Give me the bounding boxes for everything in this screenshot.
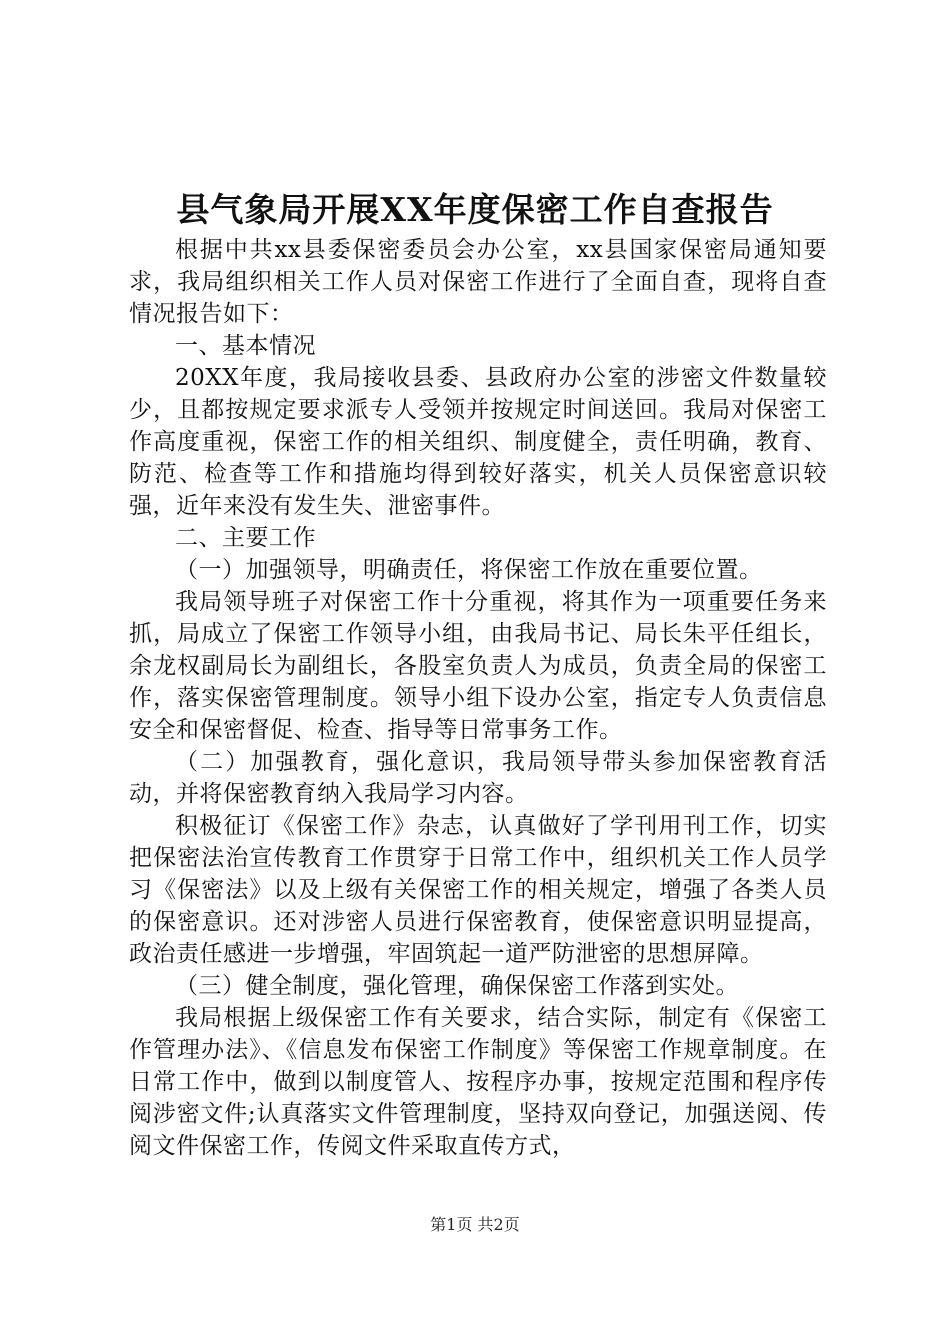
document-title: 县气象局开展XX年度保密工作自查报告 — [176, 190, 774, 229]
subheading-education: （二）加强教育，强化意识，我局领导带头参加保密教育活动，并将保密教育纳入我局学习内容。 — [129, 749, 827, 807]
subheading-system: （三）健全制度，强化管理，确保保密工作落到实处。 — [175, 973, 739, 999]
page-number-footer: 第1页 共2页 — [430, 1215, 520, 1234]
section-heading-main-work: 二、主要工作 — [175, 525, 316, 551]
system-paragraph: 我局根据上级保密工作有关要求，结合实际，制定有《保密工作管理办法》、《信息发布保密工作制度》等保密工作规章制度。在日常工作中，做到以制度管人、按程序办事，按规定范围和程序传阅涉密文件;认真落实文件管理制度，坚持双向登记，加强送阅、传阅文件保密工作，传阅文件采取直传方式， — [129, 1005, 827, 1159]
education-paragraph: 积极征订《保密工作》杂志，认真做好了学刊用刊工作，切实把保密法治宣传教育工作贯穿于日常工作中，组织机关工作人员学习《保密法》以及上级有关保密工作的相关规定，增强了各类人员的保密意识。还对涉密人员进行保密教育，使保密意识明显提高，政治责任感进一步增强，牢固筑起一道严防泄密的思想屏障。 — [129, 813, 827, 967]
leadership-paragraph: 我局领导班子对保密工作十分重视，将其作为一项重要任务来抓，局成立了保密工作领导小组，由我局书记、局长朱平任组长，余龙权副局长为副组长，各股室负责人为成员，负责全局的保密工作，落实保密管理制度。领导小组下设办公室，指定专人负责信息安全和保密督促、检查、指导等日常事务工作。 — [129, 589, 827, 743]
section-heading-basic: 一、基本情况 — [175, 333, 316, 359]
document-body — [129, 234, 827, 1162]
intro-paragraph: 根据中共xx县委保密委员会办公室，xx县国家保密局通知要求，我局组织相关工作人员对保密工作进行了全面自查，现将自查情况报告如下： — [129, 237, 827, 327]
basic-situation-paragraph: 20XX年度，我局接收县委、县政府办公室的涉密文件数量较少，且都按规定要求派专人受领并按规定时间送回。我局对保密工作高度重视，保密工作的相关组织、制度健全，责任明确，教育、防范、检查等工作和措施均得到较好落实，机关人员保密意识较强，近年来没有发生失、泄密事件。 — [129, 365, 827, 519]
subheading-leadership: （一）加强领导，明确责任，将保密工作放在重要位置。 — [175, 557, 763, 583]
